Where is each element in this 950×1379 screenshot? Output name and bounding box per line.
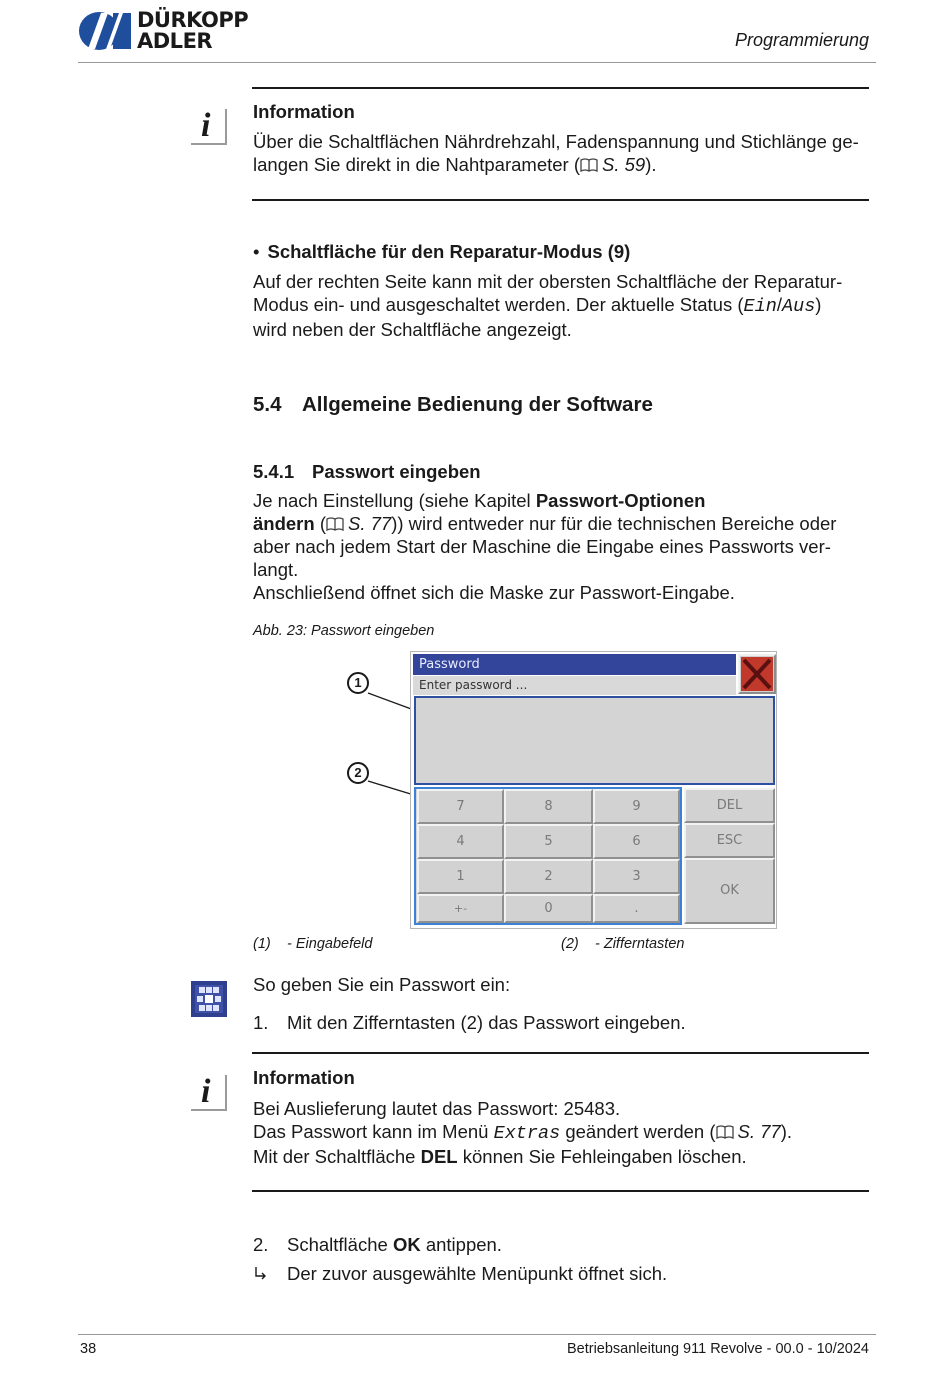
result-arrow-icon [253, 1266, 269, 1282]
key-1[interactable]: 1 [417, 859, 504, 894]
key-0[interactable]: 0 [504, 894, 593, 923]
dialog-title: Password [413, 654, 736, 675]
logo-mark-icon [79, 11, 133, 51]
step-2: 2. Schaltfläche OK antippen. [253, 1234, 502, 1255]
company-logo [79, 8, 264, 53]
section-541-heading: 5.4.1 Passwort eingeben [253, 461, 481, 482]
key-8[interactable]: 8 [504, 789, 593, 824]
figure-caption: Abb. 23: Passwort eingeben [253, 623, 435, 639]
info1-title: Information [253, 101, 355, 122]
info2-top-rule [252, 1052, 869, 1054]
info1-line2: langen Sie direkt in die Nahtparameter ( S. 59). [253, 154, 657, 175]
section-54-heading: 5.4 Allgemeine Bedienung der Software [253, 393, 653, 416]
page-number: 38 [80, 1341, 97, 1357]
password-dialog [410, 651, 777, 929]
book-icon [716, 1125, 734, 1139]
info2-title: Information [253, 1067, 355, 1088]
book-icon [326, 517, 344, 531]
status-on: Ein [743, 296, 777, 317]
key-5[interactable]: 5 [504, 824, 593, 859]
header-rule [78, 62, 876, 63]
key-9[interactable]: 9 [593, 789, 680, 824]
dialog-prompt: Enter password ... [413, 676, 736, 695]
info1-line1: Über die Schaltflächen Nährdrehzahl, Fadenspannung und Stichlänge ge- [253, 131, 859, 152]
figure-legend-1: (1) - Eingabefeld [253, 936, 373, 952]
key-2[interactable]: 2 [504, 859, 593, 894]
close-icon [740, 656, 774, 692]
menu-extras: Extras [493, 1123, 561, 1144]
info-icon: i [191, 1075, 227, 1111]
footer-doc-title: Betriebsanleitung 911 Revolve - 00.0 - 10/2024 [566, 1341, 869, 1357]
callout-2: 2 [347, 762, 369, 784]
section541-ref[interactable]: S. 77 [348, 513, 392, 534]
key-ok[interactable]: OK [684, 858, 775, 924]
repair-text: Auf der rechten Seite kann mit der obersten Schaltfläche der Reparatur- Modus ein- und ausgeschaltet werden. Der aktuelle Status (Ein/Aus) wird neben der Schaltfläche angezeigt. [253, 271, 843, 340]
procedure-icon [191, 981, 227, 1017]
header-section-title: Programmierung [734, 30, 869, 50]
key-sign[interactable]: +- [417, 894, 504, 923]
step-2-result: Der zuvor ausgewählte Menüpunkt öffnet sich. [253, 1262, 667, 1285]
info1-ref[interactable]: S. 59 [602, 154, 646, 175]
figure-legend-2: (2) - Zifferntasten [561, 936, 685, 952]
status-off: Aus [781, 296, 816, 317]
steps-intro: So geben Sie ein Passwort ein: [253, 974, 511, 995]
key-dot[interactable]: . [593, 894, 680, 923]
footer-rule [78, 1334, 876, 1335]
key-7[interactable]: 7 [417, 789, 504, 824]
info2-bottom-rule [252, 1190, 869, 1192]
logo-text-1: DÜRKOPP [137, 8, 249, 32]
repair-heading: • Schaltfläche für den Reparatur-Modus (9) [253, 241, 631, 262]
key-4[interactable]: 4 [417, 824, 504, 859]
info2-text: Bei Auslieferung lautet das Passwort: 25483. Das Passwort kann im Menü Extras geändert werden ( S. 77). Mit der Schaltfläche DEL können Sie Fehleingaben löschen. [253, 1098, 793, 1167]
key-esc[interactable]: ESC [684, 823, 775, 858]
key-6[interactable]: 6 [593, 824, 680, 859]
key-3[interactable]: 3 [593, 859, 680, 894]
password-input[interactable] [414, 696, 775, 785]
key-del[interactable]: DEL [684, 788, 775, 823]
info1-bottom-rule [252, 199, 869, 201]
book-icon [580, 158, 598, 172]
logo-text-2: ADLER [137, 29, 213, 53]
close-button[interactable] [738, 654, 776, 694]
info1-text [253, 130, 873, 176]
info2-ref[interactable]: S. 77 [737, 1121, 781, 1142]
callout-1: 1 [347, 672, 369, 694]
info1-top-rule [252, 87, 869, 89]
info-icon: i [191, 109, 227, 145]
section-541-text: Je nach Einstellung (siehe Kapitel Passwort-Optionen ändern ( S. 77)) wird entweder nur für die technischen Bereiche oder aber nach jedem Start der Maschine die Eingabe eines Passworts ver- langt. Anschließend öffnet sich die Maske zur Passwort-Eingabe. [253, 490, 837, 603]
step-1: 1. Mit den Zifferntasten (2) das Passwort eingeben. [253, 1012, 686, 1033]
